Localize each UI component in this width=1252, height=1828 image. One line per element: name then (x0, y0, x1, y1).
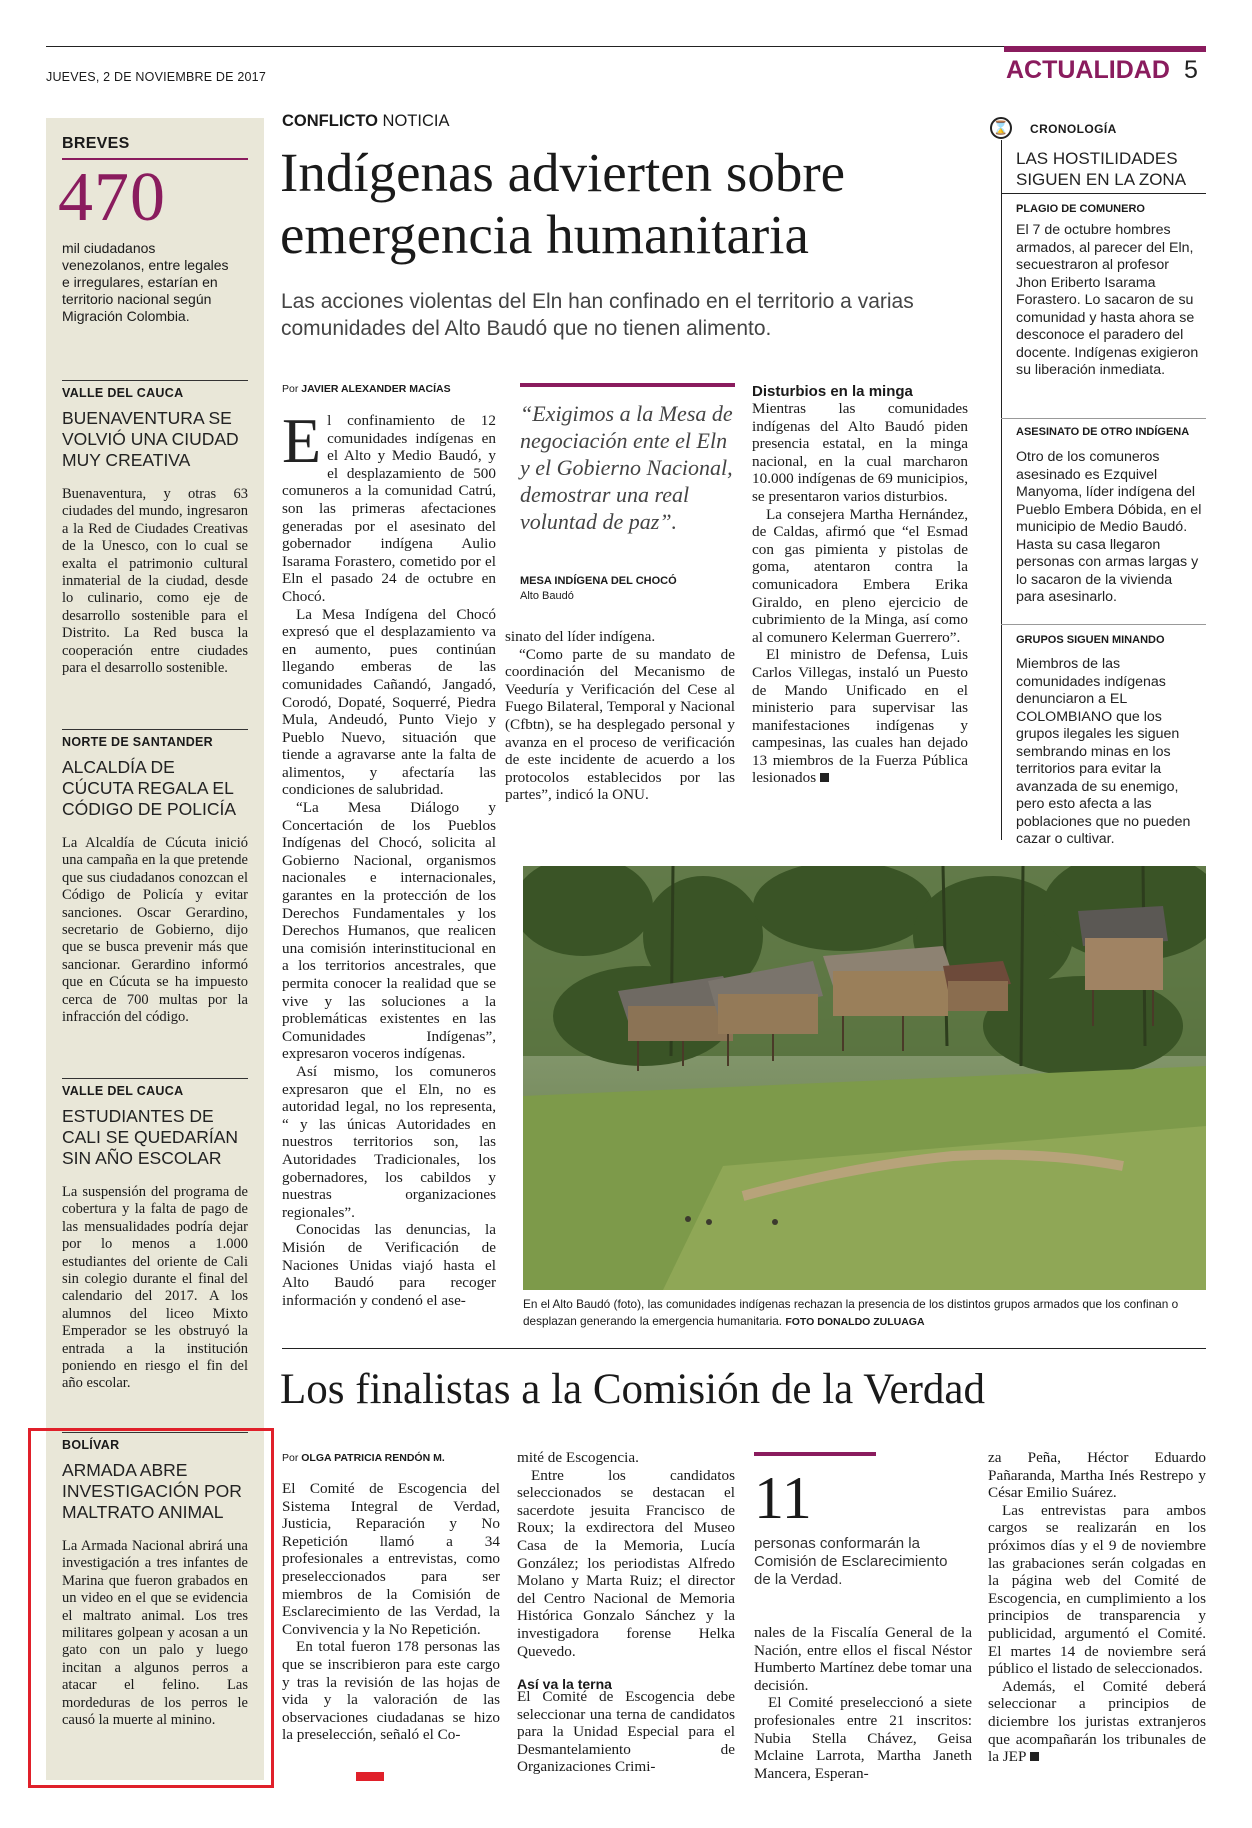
paragraph: “La Mesa Diálogo y Concertación de los Pueblos Indígenas del Chocó, solicita al Gobierno Nacional, organismos nacionales e internacionales, garantes en la protección de los Derechos Fundamentales y los Derechos Humanos, que realicen una comisión interinstitucional en a los territorios ancestrales, que permita conocer la realidad que se vive y las soluciones a la problemáticas existentes en las Comunidades Indígenas”, expresaron voceros indígenas. (282, 799, 496, 1063)
end-mark (1030, 1752, 1039, 1761)
timeline-item-heading: ASESINATO DE OTRO INDÍGENA (1016, 426, 1190, 438)
lower-article-byline (282, 1452, 445, 1464)
drop-cap: E (282, 405, 322, 476)
brief-body: La suspensión del programa de cobertura y la falta de pago de las mensualidades podría dejar por lo menos a 1.000 estudiantes del oriente de Cali sin colegio durante el final del calendario del 2017. A los alumnos del liceo Mixto Emperador se les obstruyó la entrada a la institución poniendo en riesgo el fin del año escolar. (62, 1184, 248, 1392)
timeline-item-body: Miembros de las comunidades indígenas denunciaron a EL COLOMBIANO que los grupos ilegales les siguen sembrando minas en los territorios para evitar la avanzada de su enemigo, pero esto afecta a las poblaciones que no pueden cazar o cultivar. (1016, 656, 1191, 847)
timeline-divider (1001, 418, 1206, 419)
byline-prefix: Por (282, 1452, 299, 1464)
lower-column-4 (988, 1449, 1206, 1766)
paragraph: Además, el Comité deberá seleccionar a principios de diciembre los juristas extranjeros que acompañarán los tribunales de la JEP (988, 1677, 1206, 1766)
breves-label: BREVES (62, 135, 130, 152)
paragraph: Entre los candidatos seleccionados se destacan el sacerdote jesuita Francisco de Roux; la exdirectora del Museo Casa de la Memoria, Lucía González; los periodistas Alfredo Molano y Marta Ruiz; el director del Centro Nacional de Memoria Histórica Gonzalo Sánchez y la investigadora forense Helka Quevedo. (517, 1466, 735, 1660)
brief-body: La Alcaldía de Cúcuta inició una campaña en la que pretende que sus ciudadanos conozcan el Código de Policía y evitar sanciones. Oscar Gerardino, secretario de Gobierno, dijo que se busca prevenir más que sancionar. Gerardino informó que en Cúcuta se ha impuesto cerca de 700 multas por la infracción del código. (62, 835, 248, 1026)
lower-article-rule (282, 1348, 1206, 1349)
paragraph: Las entrevistas para ambos cargos se realizarán en los próximos días y el 9 de noviembre las grabaciones serán colgadas en la página web del Comité de Escogencia, en cumplimiento a los principios de transparencia y publicidad, argumentó el Comité. El martes 14 de noviembre será público el listado de seleccionados. (988, 1501, 1206, 1678)
breves-number-description: mil ciudadanos venezolanos, entre legales e irregulares, estarían en territorio nacional según Migración Colombia. (62, 240, 229, 324)
brief-title: ARMADA ABRE INVESTIGACIÓN POR MALTRATO ANIMAL (62, 1460, 242, 1522)
byline-author: OLGA PATRICIA RENDÓN M. (301, 1452, 445, 1464)
stat-description: personas conformarán la Comisión de Esclarecimiento de la Verdad. (754, 1535, 948, 1588)
kicker-topic: CONFLICTO (282, 112, 378, 130)
subsection-heading: Así va la terna (517, 1676, 612, 1692)
stat-number: 11 (754, 1465, 812, 1531)
paragraph: Conocidas las denuncias, la Misión de Verificación de Naciones Unidas viajó hasta el Alto Baudó para recoger información y condenó el ase- (282, 1221, 496, 1309)
byline-author: JAVIER ALEXANDER MACÍAS (301, 383, 451, 395)
paragraph: mité de Escogencia. (517, 1449, 639, 1466)
timeline-item-heading: PLAGIO DE COMUNERO (1016, 203, 1145, 215)
paragraph: La Mesa Indígena del Chocó expresó que el desplazamiento va en aumento, pues continúan llegando emberas de las comunidades Cañandó, Jangadó, Corodó, Dopaté, Soquerré, Piedra Mula, Andeudó, Punto Viejo y Pueblo Nuevo, situación que tiende a agravarse ante la falta de alimentos, y afectaría las condiciones de salubridad. (282, 605, 496, 799)
section-name: ACTUALIDAD (1006, 56, 1170, 84)
article-kicker (282, 112, 449, 131)
article-column-1 (282, 405, 496, 1309)
lower-article-headline: Los finalistas a la Comisión de la Verdad (280, 1366, 985, 1413)
brief-region: NORTE DE SANTANDER (62, 735, 214, 749)
timeline-divider (1001, 624, 1206, 625)
sidebar-rule (62, 729, 248, 730)
paragraph: l confinamiento de 12 comunidades indígenas en el Alto y Medio Baudó, y el desplazamiento de 500 comuneros a la comunidad Catrú, son las primeras afectaciones generadas por el asesinato del gobernador indígena Aulio Isarama Forastero, cometido por el Eln el pasado 24 de octubre en Chocó. (282, 412, 496, 605)
photo-credit: FOTO DONALDO ZULUAGA (785, 1316, 925, 1328)
cronologia-label: CRONOLOGÍA (1030, 122, 1117, 136)
timeline-item-body: El 7 de octubre hombres armados, al parecer del Eln, secuestraron al profesor Jhon Eriberto Isarama Forastero. Lo sacaron de su comunidad y hasta ahora se desconoce el paradero del docente. Indígenas exigieron su liberación inmediata. (1016, 222, 1199, 378)
brief-body: Buenaventura, y otras 63 ciudades del mundo, ingresaron a la Red de Ciudades Creativas de la Unesco, con lo cual se exalta el patrimonio cultural inmaterial de la ciudad, desde lo culinario, como eje de desarrollo sostenible para el Distrito. La Red busca la cooperación entre ciudades para el desarrollo sostenible. (62, 486, 248, 677)
section-tab-bar (1004, 46, 1206, 52)
paragraph: El Comité preseleccionó a siete profesionales entre 21 inscritos: Nubia Stella Chávez, Geisa Mclaine Larrota, Martha Janeth Mancera, Esperan- (754, 1694, 972, 1782)
hourglass-icon: ⌛ (990, 117, 1012, 139)
paragraph: za Peña, Héctor Eduardo Pañaranda, Martha Inés Restrepo y César Emilio Suárez. (988, 1449, 1206, 1502)
sidebar-rule (62, 1078, 248, 1079)
timeline-item-heading: GRUPOS SIGUEN MINANDO (1016, 634, 1165, 646)
breves-big-number: 470 (58, 159, 166, 236)
paragraph: En total fueron 178 personas las que se inscribieron para este cargo y tras la revisión de las hojas de vida y la valoración de las observaciones ciudadanas se hizo la preselección, señaló el Co- (282, 1638, 500, 1744)
lower-column-1 (282, 1480, 500, 1744)
stat-rule (754, 1452, 876, 1456)
article-column-3 (752, 400, 968, 787)
cronologia-title: LAS HOSTILIDADES SIGUEN EN LA ZONA (1016, 149, 1187, 189)
quote-rule (520, 383, 735, 387)
brief-title: BUENAVENTURA SE VOLVIÓ UNA CIUDAD MUY CREATIVA (62, 408, 239, 470)
pull-quote: “Exigimos a la Mesa de negociación ente el Eln y el Gobierno Nacional, demostrar una real voluntad de paz”. (520, 401, 733, 534)
timeline-item-body: Otro de los comuneros asesinado es Ezquivel Manyoma, líder indígena del Pueblo Embera Dóbida, en el municipio de Medio Baudó. Hasta su casa llegaron personas con armas largas y lo sacaron de la vivienda para asesinarlo. (1016, 449, 1202, 605)
subsection-heading: Disturbios en la minga (752, 383, 913, 400)
highlight-box (28, 1428, 274, 1788)
brief-title: ALCALDÍA DE CÚCUTA REGALA EL CÓDIGO DE POLICÍA (62, 757, 237, 819)
paragraph: Así mismo, los comuneros expresaron que el Eln, no es autoridad legal, no los representa, “ y las únicas Autoridades en nuestros territorios son, las Autoridades Tradicionales, los gobernadores, los cabildos y nuestras organizaciones regionales”. (282, 1062, 496, 1221)
lower-column-2 (517, 1449, 735, 1660)
brief-region: BOLÍVAR (62, 1438, 120, 1452)
paragraph: “Como parte de su mandato de coordinación del Mecanismo de Veeduría y Verificación del Cese al Fuego Bilateral, Temporal y Nacional (Cfbtn), se ha desplegado personal y avanza en el proceso de verificación de este incidente de acuerdo a los protocolos establecidos por las partes”, indicó la ONU. (505, 645, 735, 804)
cronologia-rule (1001, 193, 1206, 194)
paragraph: nales de la Fiscalía General de la Nación, entre ellos el fiscal Néstor Humberto Martínez debe tomar una decisión. (754, 1624, 972, 1694)
lower-column-2-continued (517, 1688, 735, 1776)
paragraph: El Comité de Escogencia del Sistema Integral de Verdad, Justicia, Reparación y No Repetición llamó a 34 profesionales a entrevistas, como preseleccionados para ser miembros de la Comisión de Esclarecimiento de las Verdad, la Convivencia y la No Repetición. (282, 1480, 500, 1638)
lower-column-3 (754, 1624, 972, 1782)
article-byline (282, 383, 451, 395)
photo-caption (523, 1296, 1206, 1331)
end-mark (820, 773, 829, 782)
red-mark (356, 1772, 384, 1781)
brief-region: VALLE DEL CAUCA (62, 1084, 184, 1098)
article-column-2 (505, 628, 735, 804)
cronologia-vertical-rule (1001, 140, 1002, 840)
caption-text: En el Alto Baudó (foto), las comunidades indígenas rechazan la presencia de los distintos grupos armados que los confinan o desplazan generando la emergencia humanitaria. (523, 1297, 1179, 1328)
brief-body: La Armada Nacional abrirá una investigación a tres infantes de Marina que fueron grabados en un video en el que se evidencia el maltrato animal. Los tres militares golpean y acosan a un gato con un palo y luego incitan a algunos perros a atacar el felino. Las mordeduras de los perros le causó la muerte al minino. (62, 1538, 248, 1729)
page-number: 5 (1184, 56, 1198, 84)
kicker-type: NOTICIA (382, 112, 450, 130)
paragraph: El ministro de Defensa, Luis Carlos Villegas, instaló un Puesto de Mando Unificado en el ministerio para supervisar las manifestaciones indígenas y campesinas, las cuales han dejado 13 miembros de la Fuerza Pública lesionados (752, 646, 968, 787)
quote-source: MESA INDÍGENA DEL CHOCÓ (520, 575, 677, 587)
issue-date: JUEVES, 2 DE NOVIEMBRE DE 2017 (46, 70, 266, 84)
paragraph: La consejera Martha Hernández, de Caldas, afirmó que “el Esmad con gas pimienta y pistolas de goma, atentaron contra la comunicadora Embera Erika Giraldo, en pleno ejercicio de cubrimiento de la Minga, así como al comunero Kelerman Guerrero”. (752, 505, 968, 646)
brief-region: VALLE DEL CAUCA (62, 386, 184, 400)
paragraph: sinato del líder indígena. (505, 628, 656, 645)
quote-location: Alto Baudó (520, 590, 574, 602)
article-photo (523, 866, 1206, 1290)
article-subhead: Las acciones violentas del Eln han confinado en el territorio a varias comunidades del Alto Baudó que no tienen alimento. (281, 290, 914, 340)
article-headline: Indígenas advierten sobre emergencia humanitaria (280, 142, 846, 265)
paragraph: El Comité de Escogencia debe seleccionar una terna de candidatos para la Unidad Especial para el Desmantelamiento de Organizaciones Crimi- (517, 1688, 735, 1776)
byline-prefix: Por (282, 383, 299, 395)
village-photo-illustration (523, 866, 1206, 1290)
sidebar-rule (62, 380, 248, 381)
paragraph: Mientras las comunidades indígenas del Alto Baudó piden presencia estatal, en la minga nacional, en la cual marcharon 10.000 indígenas de 69 municipios, se presentaron varios disturbios. (752, 400, 968, 505)
brief-title: ESTUDIANTES DE CALI SE QUEDARÍAN SIN AÑO ESCOLAR (62, 1106, 239, 1168)
